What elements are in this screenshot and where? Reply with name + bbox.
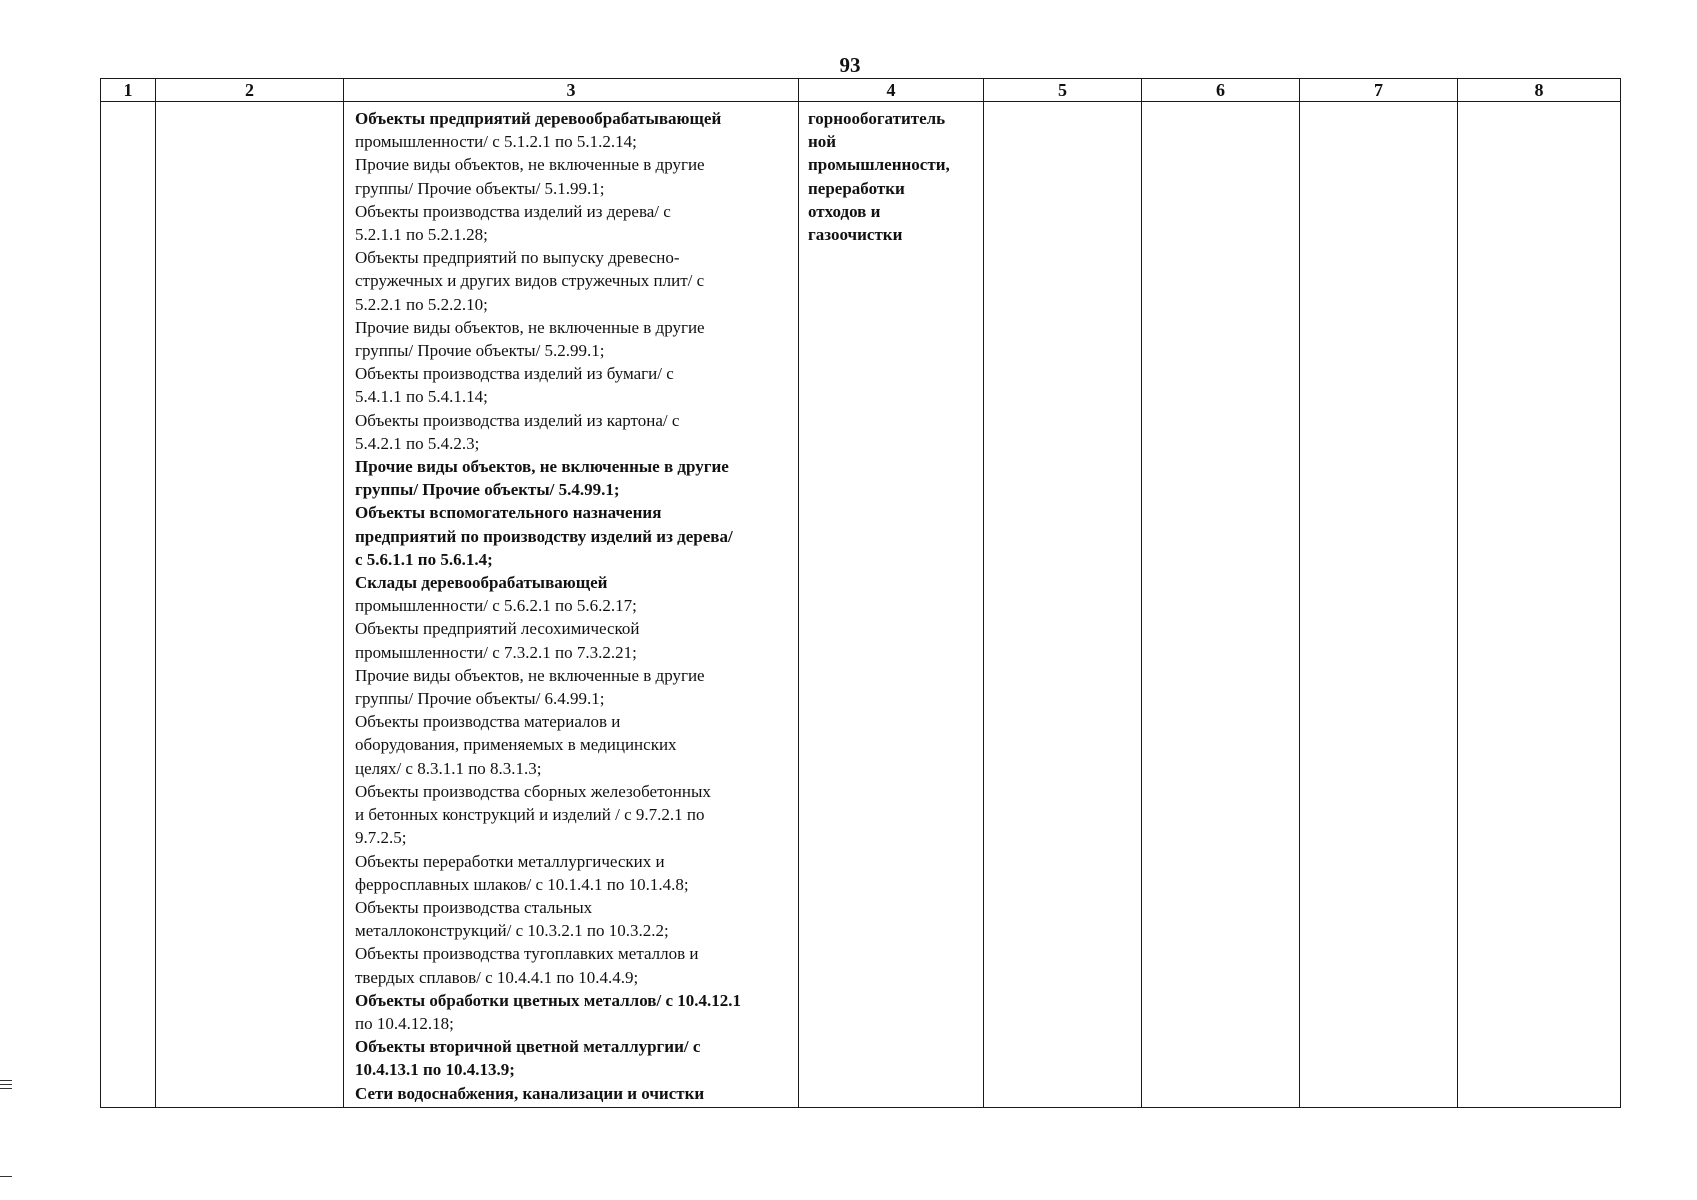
object-list-line: промышленности/ с 5.1.2.1 по 5.1.2.14; — [355, 132, 637, 152]
column-header-5: 5 — [984, 79, 1142, 102]
object-list-line: Объекты производства тугоплавких металлов и — [355, 944, 699, 964]
margin-mark — [0, 1084, 12, 1085]
document-table — [100, 78, 1621, 1108]
object-list-line: группы/ Прочие объекты/ 6.4.99.1; — [355, 689, 605, 709]
object-list-line: оборудования, применяемых в медицинских — [355, 735, 677, 755]
object-list-line: стружечных и других видов стружечных плит/ с — [355, 271, 705, 291]
cell-col4 — [799, 102, 984, 1108]
column-header-4: 4 — [799, 79, 984, 102]
object-list-line: Объекты предприятий деревообрабатывающей — [355, 109, 722, 128]
object-list-line: Склады деревообрабатывающей — [355, 573, 608, 593]
object-list-line: Объекты предприятий лесохимической — [355, 619, 640, 639]
object-list-line: группы/ Прочие объекты/ 5.2.99.1; — [355, 341, 605, 361]
object-list-line: 5.4.1.1 по 5.4.1.14; — [355, 387, 488, 407]
object-list-line: Объекты предприятий по выпуску древесно- — [355, 248, 680, 268]
object-list-line: и бетонных конструкций и изделий / с 9.7.2.1 по — [355, 805, 705, 825]
cell-col7 — [1300, 102, 1458, 1108]
cell-col2 — [156, 102, 344, 1108]
object-list-line: Объекты переработки металлургических и — [355, 851, 665, 871]
object-list-line: промышленности/ с 7.3.2.1 по 7.3.2.21; — [355, 642, 637, 662]
object-list-line: 5.2.1.1 по 5.2.1.28; — [355, 225, 488, 245]
object-list-text — [344, 102, 798, 1107]
object-list-line: Сети водоснабжения, канализации и очистки — [355, 1083, 705, 1103]
margin-mark — [0, 1088, 12, 1089]
object-list-line: Прочие виды объектов, не включенные в другие — [355, 457, 729, 477]
object-list-line: 5.4.2.1 по 5.4.2.3; — [355, 433, 480, 453]
object-list-line: 9.7.2.5; — [355, 828, 407, 848]
cell-col6 — [1142, 102, 1300, 1108]
column-header-6: 6 — [1142, 79, 1300, 102]
category-text: горнообогатитель ной промышленности, переработки отходов и газоочистки — [808, 109, 950, 245]
column-header-7: 7 — [1300, 79, 1458, 102]
cell-col3 — [344, 102, 799, 1108]
column-number-row — [101, 79, 1621, 102]
object-list-line: Прочие виды объектов, не включенные в другие — [355, 155, 705, 175]
page-number: 93 — [839, 53, 861, 77]
column-header-2: 2 — [156, 79, 344, 102]
cell-col1 — [101, 102, 156, 1108]
object-list-line: Объекты производства стальных — [355, 897, 593, 917]
object-list-line: 10.4.13.1 по 10.4.13.9; — [355, 1060, 515, 1080]
object-list-line: промышленности/ с 5.6.2.1 по 5.6.2.17; — [355, 596, 637, 616]
object-list-line: ферросплавных шлаков/ с 10.1.4.1 по 10.1.4.8; — [355, 874, 689, 894]
object-list-line: твердых сплавов/ с 10.4.4.1 по 10.4.4.9; — [355, 967, 639, 987]
object-list-line: 5.2.2.1 по 5.2.2.10; — [355, 294, 488, 314]
object-list-line: Объекты обработки цветных металлов/ с 10.4.12.1 — [355, 990, 741, 1010]
object-list-line: предприятий по производству изделий из дерева/ — [355, 526, 733, 546]
margin-mark — [0, 1080, 12, 1081]
object-list-line: группы/ Прочие объекты/ 5.4.99.1; — [355, 480, 620, 500]
object-list-line: целях/ с 8.3.1.1 по 8.3.1.3; — [355, 758, 542, 778]
object-list-line: Прочие виды объектов, не включенные в другие — [355, 665, 705, 685]
object-list-line: Прочие виды объектов, не включенные в другие — [355, 317, 705, 337]
object-list-line: Объекты производства изделий из бумаги/ с — [355, 364, 674, 384]
object-list-line: Объекты производства сборных железобетонных — [355, 781, 711, 801]
object-list-line: Объекты производства изделий из дерева/ с — [355, 201, 671, 221]
column-header-1: 1 — [101, 79, 156, 102]
object-list-line: Объекты вспомогательного назначения — [355, 503, 662, 523]
margin-mark — [0, 1176, 12, 1177]
object-list-line: Объекты вторичной цветной металлургии/ с — [355, 1037, 701, 1057]
object-list-line: группы/ Прочие объекты/ 5.1.99.1; — [355, 178, 605, 198]
object-list-line: металлоконструкций/ с 10.3.2.1 по 10.3.2.2; — [355, 921, 669, 941]
cell-col8 — [1458, 102, 1621, 1108]
object-list-line: по 10.4.12.18; — [355, 1013, 454, 1033]
column-header-8: 8 — [1458, 79, 1621, 102]
table-row — [101, 102, 1621, 1108]
object-list-line: с 5.6.1.1 по 5.6.1.4; — [355, 549, 493, 569]
object-list-line: Объекты производства материалов и — [355, 712, 621, 732]
object-list-line: Объекты производства изделий из картона/ с — [355, 410, 680, 430]
column-header-3: 3 — [344, 79, 799, 102]
cell-col5 — [984, 102, 1142, 1108]
